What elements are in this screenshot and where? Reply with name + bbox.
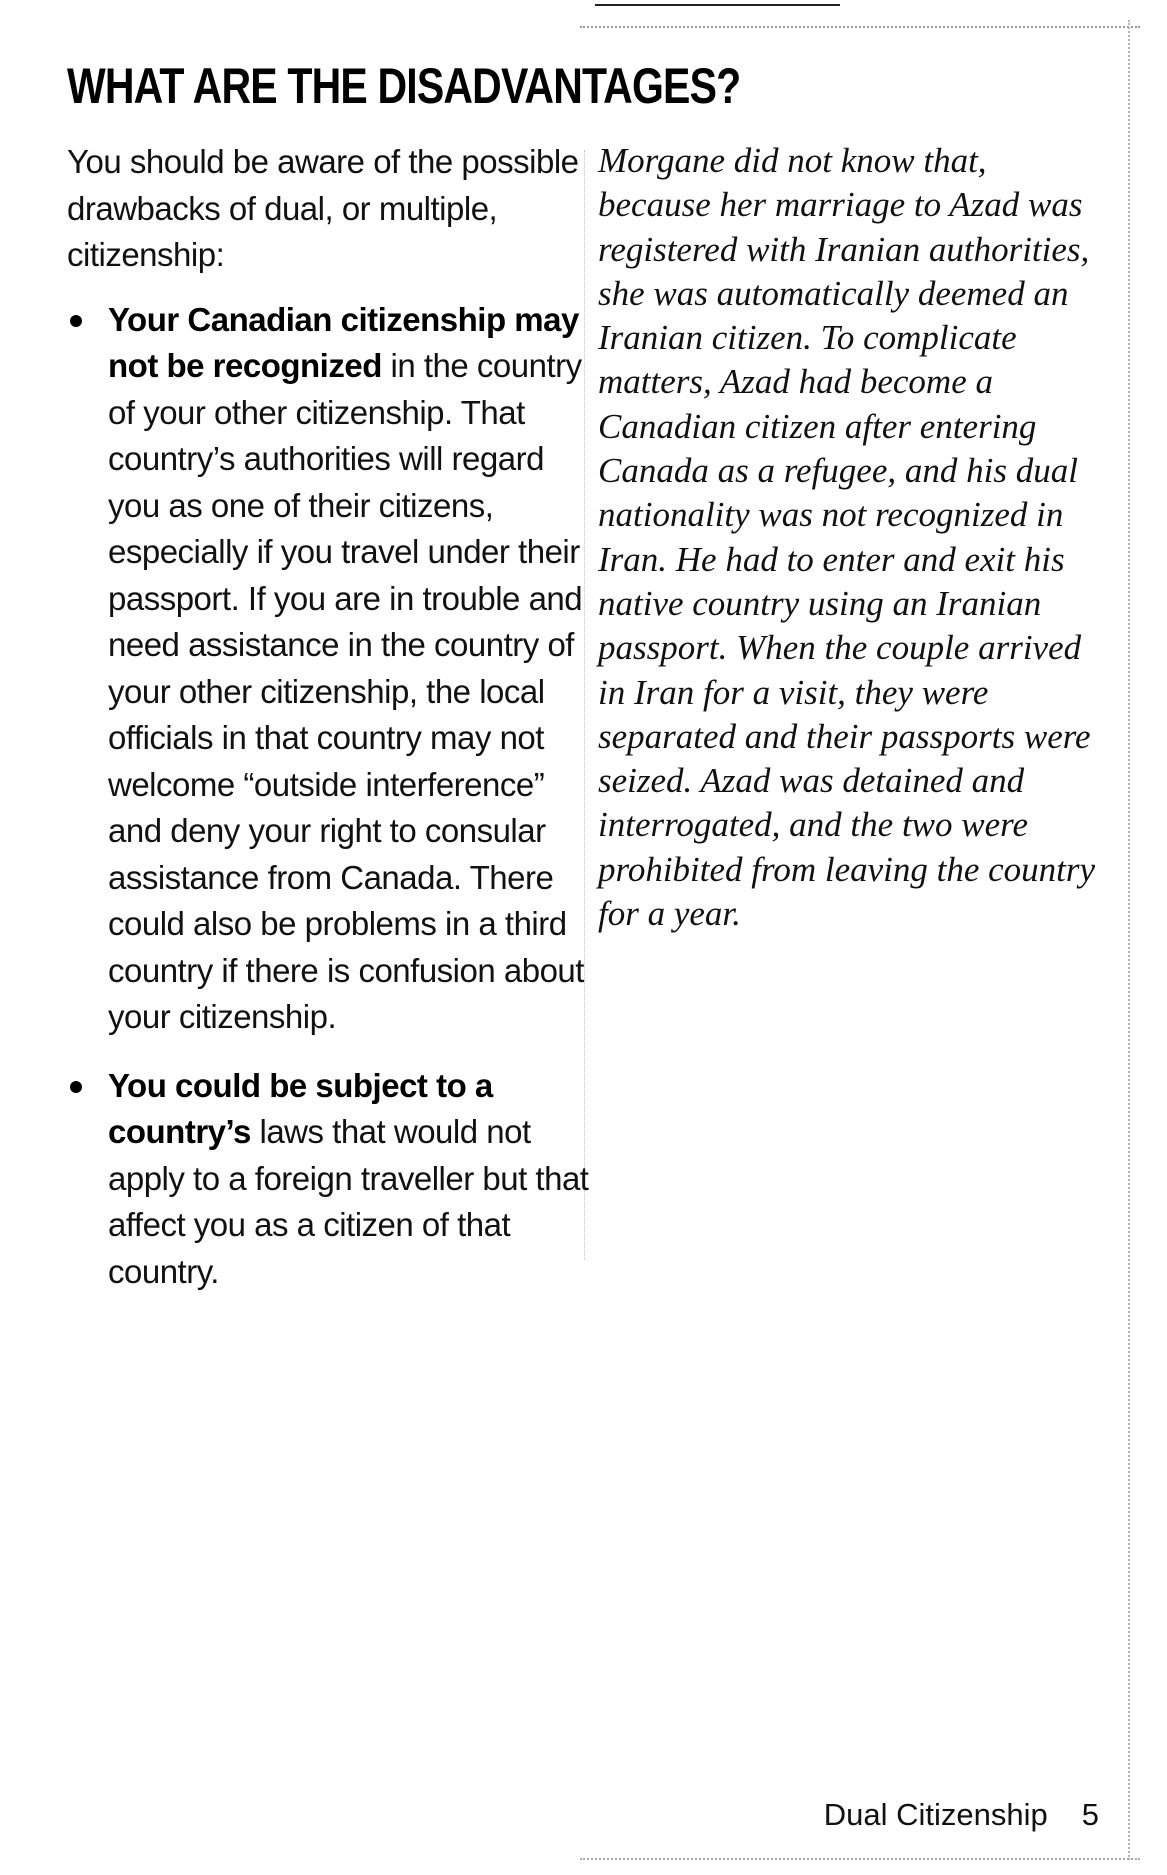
scan-artifact-top-line <box>595 4 840 6</box>
page-heading: WHAT ARE THE DISADVANTAGES? <box>67 58 741 114</box>
bullet-lead-text: You could be subject to a country’s <box>108 1066 493 1150</box>
page-footer <box>824 1795 1099 1835</box>
scan-artifact-bottom-dots <box>580 1858 1140 1860</box>
case-study-text: Morgane did not know that, because her marriage to Azad was registered with Iranian authorities, she was automatically deemed an Iranian citizen. To complicate matters, Azad had become a Canadian citizen after entering Canada as a refugee, and his dual nationality was not recognized in Iran. He had to enter and exit his native country using an Iranian passport. When the couple arrived in Iran for a visit, they were separated and their passports were seized. Azad was detained and interrogated, and the two were prohibited from leaving the country for a year. <box>598 141 1096 934</box>
bullet-body-text: laws that would not apply to a foreign traveller but that affect you as a citizen of that country. <box>108 1113 589 1290</box>
disadvantages-list <box>67 297 597 1296</box>
page-number: 5 <box>1081 1797 1099 1832</box>
intro-paragraph: You should be aware of the possible drawbacks of dual, or multiple, citizenship: <box>67 143 579 273</box>
bullet-icon <box>70 315 82 327</box>
bullet-lead-text: Your Canadian citizenship may not be recognized <box>108 300 579 384</box>
bullet-icon <box>70 1081 82 1093</box>
main-column <box>67 139 597 1317</box>
case-study-sidebar <box>598 139 1098 936</box>
scan-artifact-right-edge <box>1128 20 1130 1860</box>
list-item <box>67 1063 597 1296</box>
footer-title: Dual Citizenship <box>823 1797 1048 1832</box>
bullet-body-text: in the country of your other citizenship. That country’s authorities will regard you as one of their citizens, especially if you travel under their passport. If you are in trouble and need assistance in the country of your other citizenship, the local officials in that country may not welcome “outside interference” and deny your right to consular assistance from Canada. There could also be problems in a third country if there is confusion about your citizenship. <box>108 347 584 1035</box>
list-item <box>67 297 597 1041</box>
scan-artifact-top-dots <box>580 26 1140 28</box>
